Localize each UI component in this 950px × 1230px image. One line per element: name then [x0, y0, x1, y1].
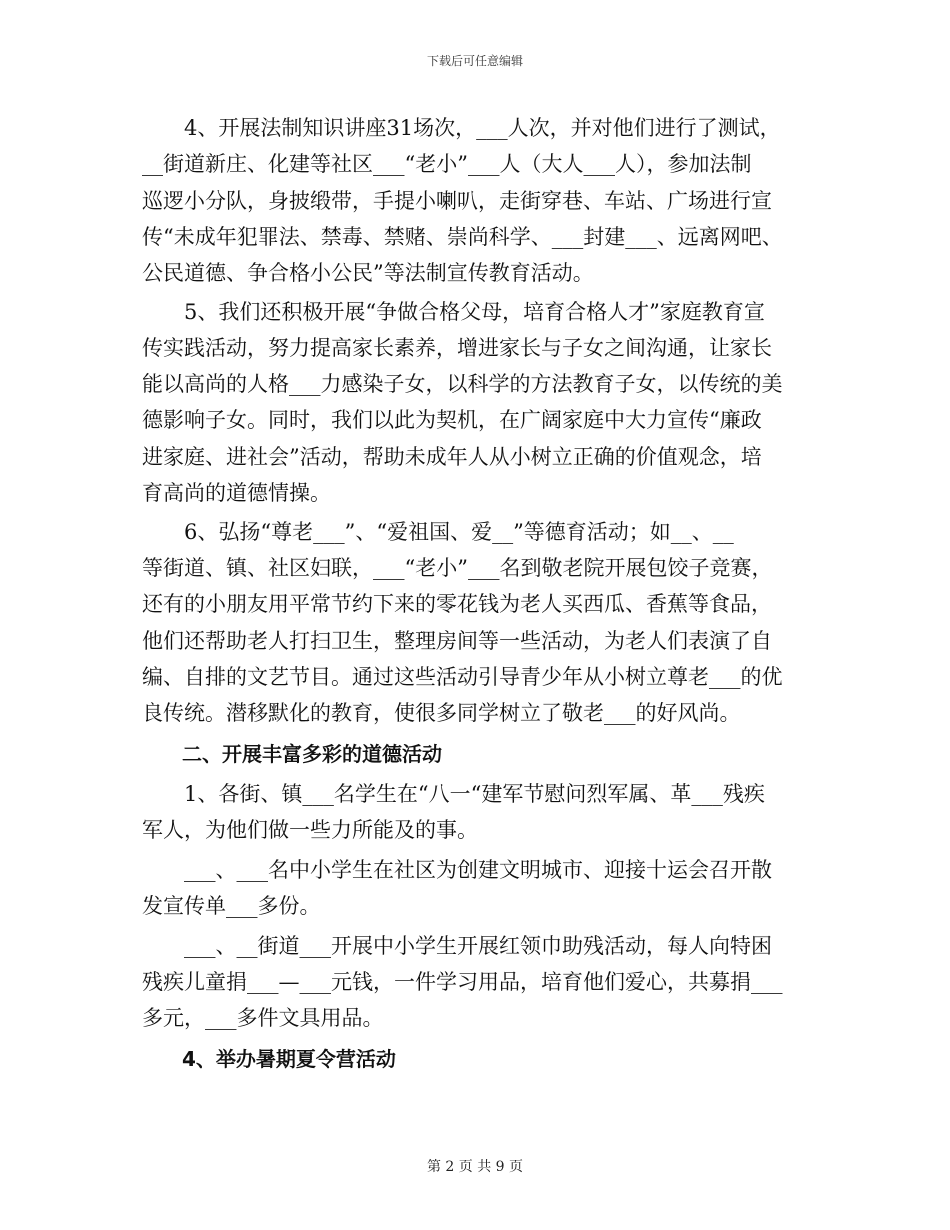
- section-heading: 二、开展丰富多彩的道德活动: [142, 742, 442, 766]
- body-line: 4、开展法制知识讲座31场次，___人次，并对他们进行了测试，: [142, 116, 781, 140]
- body-line: 还有的小朋友用平常节约下来的零花钱为老人买西瓜、香蕉等食品，: [142, 592, 772, 616]
- body-line: __街道新庄、化建等社区___“老小”___人（大人___人），参加法制: [142, 152, 752, 176]
- body-line: ___、___名中小学生在社区为创建文明城市、迎接十运会召开散: [142, 858, 772, 882]
- body-line: 军人，为他们做一些力所能及的事。: [142, 818, 478, 842]
- body-line: 传“未成年犯罪法、禁毒、禁赌、崇尚科学、___封建___、远离网吧、: [142, 225, 783, 249]
- body-line: 发宣传单___多份。: [142, 894, 321, 918]
- body-line: 进家庭、进社会”活动，帮助未成年人从小树立正确的价值观念，培: [142, 445, 762, 469]
- body-line: 德影响子女。同时，我们以此为契机，在广阔家庭中大力宣传“廉政: [142, 408, 762, 432]
- page-footer: 第 2 页 共 9 页: [426, 1159, 524, 1175]
- body-line: 6、弘扬“尊老___”、“爱祖国、爱__”等德育活动；如__、__: [142, 520, 734, 544]
- body-line: 等街道、镇、社区妇联，___“老小”___名到敬老院开展包饺子竞赛，: [142, 556, 773, 580]
- body-line: 他们还帮助老人打扫卫生，整理房间等一些活动，为老人们表演了自: [142, 629, 772, 653]
- body-line: 5、我们还积极开展“争做合格父母，培育合格人才”家庭教育宣: [142, 300, 765, 324]
- body-line: 公民道德、争合格小公民”等法制宣传教育活动。: [142, 261, 594, 285]
- body-line: 编、自排的文艺节目。通过这些活动引导青少年从小树立尊老___的优: [142, 665, 783, 689]
- body-line: 良传统。潜移默化的教育，使很多同学树立了敬老___的好风尚。: [142, 701, 741, 725]
- body-line: 能以高尚的人格___力感染子女，以科学的方法教育子女，以传统的美: [142, 372, 783, 396]
- body-line: 残疾儿童捐___—___元钱，一件学习用品，培育他们爱心，共募捐___: [142, 970, 783, 994]
- body-line: 传实践活动，努力提高家长素养，增进家长与子女之间沟通，让家长: [142, 336, 772, 360]
- body-line: 1、各街、镇___名学生在“八一“建军节慰问烈军属、革___残疾: [142, 782, 765, 806]
- section-heading: 4、举办暑期夏令营活动: [142, 1047, 396, 1071]
- body-line: 巡逻小分队，身披缎带，手提小喇叭，走街穿巷、车站、广场进行宣: [142, 189, 772, 213]
- body-line: 育高尚的道德情操。: [142, 481, 331, 505]
- body-line: ___、__街道___开展中小学生开展红领巾助残活动，每人向特困: [142, 934, 772, 958]
- page-header: 下载后可任意编辑: [426, 54, 523, 68]
- body-line: 多元，___多件文具用品。: [142, 1006, 384, 1030]
